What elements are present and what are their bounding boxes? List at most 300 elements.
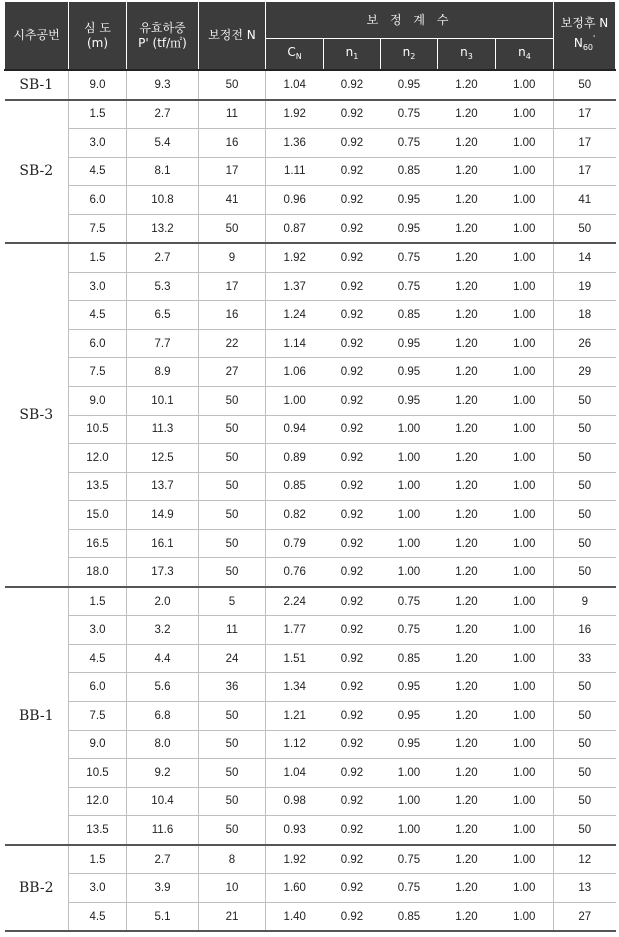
n2-cell: 1.00	[381, 787, 438, 816]
cn-cell: 1.11	[266, 157, 324, 186]
n4-cell: 1.00	[496, 214, 554, 243]
n4-cell: 1.00	[496, 874, 554, 903]
depth-cell: 4.5	[69, 644, 127, 673]
n1-cell: 0.92	[324, 329, 381, 358]
depth-cell: 1.5	[69, 100, 127, 129]
borehole-id-cell: BB-2	[5, 845, 69, 932]
table-row	[5, 759, 616, 788]
n1-cell: 0.92	[324, 558, 381, 587]
effective-load-cell: 14.9	[127, 501, 199, 530]
header-n3-sub: 3	[467, 51, 473, 61]
depth-cell: 12.0	[69, 787, 127, 816]
cn-cell: 1.04	[266, 759, 324, 788]
n3-cell: 1.20	[438, 444, 496, 473]
n3-cell: 1.20	[438, 214, 496, 243]
table-row	[5, 501, 616, 530]
depth-cell: 9.0	[69, 387, 127, 416]
effective-load-cell: 8.0	[127, 730, 199, 759]
n3-cell: 1.20	[438, 358, 496, 387]
n4-cell: 1.00	[496, 472, 554, 501]
header-depth	[69, 2, 127, 70]
n60-cell: 17	[554, 100, 616, 129]
header-n1-sub: 1	[353, 51, 359, 61]
n4-cell: 1.00	[496, 587, 554, 616]
n1-cell: 0.92	[324, 100, 381, 129]
n2-cell: 0.95	[381, 358, 438, 387]
table-body	[5, 70, 616, 931]
n2-cell: 0.75	[381, 874, 438, 903]
header-n60-prime: '	[593, 34, 596, 43]
effective-load-cell: 17.3	[127, 558, 199, 587]
n4-cell: 1.00	[496, 243, 554, 272]
cn-cell: 1.12	[266, 730, 324, 759]
header-n-before: 보정전 N	[199, 2, 266, 70]
n2-cell: 0.75	[381, 272, 438, 301]
n3-cell: 1.20	[438, 558, 496, 587]
n3-cell: 1.20	[438, 329, 496, 358]
header-n4-base: n	[518, 44, 526, 59]
header-cn-base: C	[287, 44, 296, 59]
n2-cell: 1.00	[381, 444, 438, 473]
n60-cell: 29	[554, 358, 616, 387]
n-before-cell: 50	[199, 558, 266, 587]
cn-cell: 1.77	[266, 616, 324, 645]
n2-cell: 0.95	[381, 673, 438, 702]
table-row	[5, 70, 616, 100]
n-before-cell: 16	[199, 301, 266, 330]
table-row	[5, 644, 616, 673]
cn-cell: 1.36	[266, 129, 324, 158]
n60-cell: 33	[554, 644, 616, 673]
header-n1-base: n	[345, 44, 354, 59]
depth-cell: 18.0	[69, 558, 127, 587]
n60-cell: 50	[554, 387, 616, 416]
n4-cell: 1.00	[496, 329, 554, 358]
n1-cell: 0.92	[324, 529, 381, 558]
borehole-id-cell: SB-1	[5, 70, 69, 100]
n1-cell: 0.92	[324, 730, 381, 759]
n4-cell: 1.00	[496, 301, 554, 330]
n1-cell: 0.92	[324, 243, 381, 272]
table-row	[5, 301, 616, 330]
n2-cell: 0.75	[381, 845, 438, 874]
table-row	[5, 702, 616, 731]
n-before-cell: 22	[199, 329, 266, 358]
n1-cell: 0.92	[324, 787, 381, 816]
effective-load-cell: 9.3	[127, 70, 199, 100]
n2-cell: 0.85	[381, 157, 438, 186]
n-before-cell: 16	[199, 129, 266, 158]
n1-cell: 0.92	[324, 874, 381, 903]
n1-cell: 0.92	[324, 70, 381, 100]
n-before-cell: 50	[199, 444, 266, 473]
header-depth-line2: (m)	[86, 35, 109, 50]
n1-cell: 0.92	[324, 587, 381, 616]
n4-cell: 1.00	[496, 816, 554, 845]
n1-cell: 0.92	[324, 358, 381, 387]
n-before-cell: 50	[199, 759, 266, 788]
cn-cell: 1.92	[266, 243, 324, 272]
table-row	[5, 329, 616, 358]
header-n2	[381, 39, 438, 71]
table-row	[5, 243, 616, 272]
n4-cell: 1.00	[496, 444, 554, 473]
n60-cell: 16	[554, 616, 616, 645]
borehole-id-cell: SB-2	[5, 100, 69, 244]
depth-cell: 3.0	[69, 616, 127, 645]
n1-cell: 0.92	[324, 272, 381, 301]
depth-cell: 4.5	[69, 301, 127, 330]
n4-cell: 1.00	[496, 415, 554, 444]
n60-cell: 12	[554, 845, 616, 874]
effective-load-cell: 11.3	[127, 415, 199, 444]
n-before-cell: 50	[199, 702, 266, 731]
n3-cell: 1.20	[438, 787, 496, 816]
n3-cell: 1.20	[438, 70, 496, 100]
spt-correction-table	[4, 2, 616, 932]
n2-cell: 0.75	[381, 587, 438, 616]
depth-cell: 7.5	[69, 214, 127, 243]
n-before-cell: 9	[199, 243, 266, 272]
table-row	[5, 902, 616, 931]
n2-cell: 0.95	[381, 70, 438, 100]
n4-cell: 1.00	[496, 673, 554, 702]
n3-cell: 1.20	[438, 129, 496, 158]
table-header	[5, 2, 616, 70]
n1-cell: 0.92	[324, 214, 381, 243]
n4-cell: 1.00	[496, 644, 554, 673]
n60-cell: 27	[554, 902, 616, 931]
n60-cell: 50	[554, 759, 616, 788]
table-row	[5, 529, 616, 558]
cn-cell: 1.92	[266, 100, 324, 129]
n1-cell: 0.92	[324, 702, 381, 731]
n1-cell: 0.92	[324, 472, 381, 501]
header-n-after-line1: 보정후 N	[560, 16, 609, 30]
table-row	[5, 100, 616, 129]
header-load-line1: 유효하중	[139, 20, 186, 35]
effective-load-cell: 10.8	[127, 186, 199, 215]
table-row	[5, 587, 616, 616]
effective-load-cell: 5.4	[127, 129, 199, 158]
n60-cell: 19	[554, 272, 616, 301]
n2-cell: 1.00	[381, 759, 438, 788]
n-before-cell: 50	[199, 787, 266, 816]
depth-cell: 7.5	[69, 702, 127, 731]
header-n2-base: n	[402, 44, 411, 59]
header-n4	[496, 39, 554, 71]
n60-cell: 18	[554, 301, 616, 330]
n-before-cell: 50	[199, 501, 266, 530]
n-before-cell: 17	[199, 272, 266, 301]
n3-cell: 1.20	[438, 472, 496, 501]
header-cn	[266, 39, 324, 71]
borehole-id-cell: SB-3	[5, 243, 69, 587]
n-before-cell: 27	[199, 358, 266, 387]
n4-cell: 1.00	[496, 902, 554, 931]
table-row	[5, 444, 616, 473]
depth-cell: 7.5	[69, 358, 127, 387]
n3-cell: 1.20	[438, 702, 496, 731]
depth-cell: 10.5	[69, 759, 127, 788]
effective-load-cell: 12.5	[127, 444, 199, 473]
n4-cell: 1.00	[496, 558, 554, 587]
cn-cell: 1.14	[266, 329, 324, 358]
n3-cell: 1.20	[438, 157, 496, 186]
n3-cell: 1.20	[438, 730, 496, 759]
n3-cell: 1.20	[438, 387, 496, 416]
n3-cell: 1.20	[438, 644, 496, 673]
n60-cell: 9	[554, 587, 616, 616]
n1-cell: 0.92	[324, 845, 381, 874]
n60-cell: 50	[554, 214, 616, 243]
n60-cell: 50	[554, 501, 616, 530]
n3-cell: 1.20	[438, 243, 496, 272]
effective-load-cell: 2.7	[127, 100, 199, 129]
n60-cell: 50	[554, 558, 616, 587]
effective-load-cell: 7.7	[127, 329, 199, 358]
cn-cell: 1.34	[266, 673, 324, 702]
n-before-cell: 11	[199, 616, 266, 645]
effective-load-cell: 2.7	[127, 243, 199, 272]
n3-cell: 1.20	[438, 816, 496, 845]
n1-cell: 0.92	[324, 759, 381, 788]
header-n2-sub: 2	[410, 51, 416, 61]
cn-cell: 1.92	[266, 845, 324, 874]
n60-cell: 50	[554, 673, 616, 702]
n-before-cell: 50	[199, 415, 266, 444]
n-before-cell: 50	[199, 472, 266, 501]
n1-cell: 0.92	[324, 501, 381, 530]
n2-cell: 0.95	[381, 702, 438, 731]
n4-cell: 1.00	[496, 529, 554, 558]
n60-cell: 50	[554, 529, 616, 558]
n-before-cell: 8	[199, 845, 266, 874]
n60-cell: 50	[554, 787, 616, 816]
n2-cell: 0.95	[381, 214, 438, 243]
effective-load-cell: 5.3	[127, 272, 199, 301]
n2-cell: 0.95	[381, 186, 438, 215]
n1-cell: 0.92	[324, 673, 381, 702]
depth-cell: 6.0	[69, 329, 127, 358]
header-effective-load	[127, 2, 199, 70]
cn-cell: 0.85	[266, 472, 324, 501]
table-row	[5, 272, 616, 301]
n1-cell: 0.92	[324, 129, 381, 158]
effective-load-cell: 6.8	[127, 702, 199, 731]
cn-cell: 1.37	[266, 272, 324, 301]
n4-cell: 1.00	[496, 186, 554, 215]
n3-cell: 1.20	[438, 186, 496, 215]
table-row	[5, 157, 616, 186]
n2-cell: 1.00	[381, 816, 438, 845]
n-before-cell: 50	[199, 70, 266, 100]
header-n1	[324, 39, 381, 71]
n3-cell: 1.20	[438, 902, 496, 931]
header-n60-sub: 60	[582, 43, 593, 52]
effective-load-cell: 2.7	[127, 845, 199, 874]
effective-load-cell: 16.1	[127, 529, 199, 558]
n1-cell: 0.92	[324, 186, 381, 215]
n1-cell: 0.92	[324, 902, 381, 931]
cn-cell: 0.82	[266, 501, 324, 530]
n60-cell: 50	[554, 472, 616, 501]
n4-cell: 1.00	[496, 616, 554, 645]
effective-load-cell: 2.0	[127, 587, 199, 616]
effective-load-cell: 6.5	[127, 301, 199, 330]
cn-cell: 0.96	[266, 186, 324, 215]
depth-cell: 12.0	[69, 444, 127, 473]
n1-cell: 0.92	[324, 415, 381, 444]
effective-load-cell: 5.1	[127, 902, 199, 931]
table-row	[5, 358, 616, 387]
effective-load-cell: 13.2	[127, 214, 199, 243]
cn-cell: 1.40	[266, 902, 324, 931]
header-n-after	[554, 2, 616, 70]
n4-cell: 1.00	[496, 387, 554, 416]
n60-cell: 50	[554, 702, 616, 731]
n60-cell: 26	[554, 329, 616, 358]
n3-cell: 1.20	[438, 529, 496, 558]
n2-cell: 1.00	[381, 529, 438, 558]
depth-cell: 4.5	[69, 157, 127, 186]
depth-cell: 1.5	[69, 587, 127, 616]
n3-cell: 1.20	[438, 587, 496, 616]
effective-load-cell: 10.1	[127, 387, 199, 416]
n2-cell: 0.95	[381, 329, 438, 358]
table-row	[5, 415, 616, 444]
header-correction-factors: 보 정 계 수	[266, 2, 554, 39]
depth-cell: 1.5	[69, 845, 127, 874]
n-before-cell: 17	[199, 157, 266, 186]
n3-cell: 1.20	[438, 415, 496, 444]
table-row	[5, 816, 616, 845]
n4-cell: 1.00	[496, 358, 554, 387]
effective-load-cell: 13.7	[127, 472, 199, 501]
n60-cell: 13	[554, 874, 616, 903]
effective-load-cell: 8.1	[127, 157, 199, 186]
n2-cell: 1.00	[381, 501, 438, 530]
n4-cell: 1.00	[496, 100, 554, 129]
cn-cell: 0.89	[266, 444, 324, 473]
n3-cell: 1.20	[438, 673, 496, 702]
cn-cell: 1.60	[266, 874, 324, 903]
depth-cell: 3.0	[69, 129, 127, 158]
depth-cell: 15.0	[69, 501, 127, 530]
n4-cell: 1.00	[496, 759, 554, 788]
cn-cell: 0.79	[266, 529, 324, 558]
n1-cell: 0.92	[324, 816, 381, 845]
depth-cell: 10.5	[69, 415, 127, 444]
cn-cell: 1.00	[266, 387, 324, 416]
n2-cell: 0.85	[381, 902, 438, 931]
n-before-cell: 50	[199, 730, 266, 759]
n-before-cell: 50	[199, 387, 266, 416]
table-row	[5, 730, 616, 759]
n2-cell: 0.75	[381, 616, 438, 645]
effective-load-cell: 4.4	[127, 644, 199, 673]
header-n3	[438, 39, 496, 71]
n4-cell: 1.00	[496, 787, 554, 816]
n2-cell: 0.95	[381, 387, 438, 416]
cn-cell: 1.51	[266, 644, 324, 673]
n3-cell: 1.20	[438, 272, 496, 301]
header-n60-base: N	[573, 36, 583, 50]
table-row	[5, 186, 616, 215]
n2-cell: 0.85	[381, 644, 438, 673]
n-before-cell: 50	[199, 529, 266, 558]
n1-cell: 0.92	[324, 387, 381, 416]
depth-cell: 1.5	[69, 243, 127, 272]
table-row	[5, 214, 616, 243]
n3-cell: 1.20	[438, 100, 496, 129]
n60-cell: 14	[554, 243, 616, 272]
header-load-line2: P' (tf/㎡)	[138, 35, 187, 50]
n-before-cell: 41	[199, 186, 266, 215]
n60-cell: 17	[554, 129, 616, 158]
n-before-cell: 11	[199, 100, 266, 129]
depth-cell: 16.5	[69, 529, 127, 558]
n60-cell: 41	[554, 186, 616, 215]
n4-cell: 1.00	[496, 129, 554, 158]
header-n4-sub: 4	[525, 51, 531, 61]
n60-cell: 50	[554, 730, 616, 759]
n2-cell: 1.00	[381, 415, 438, 444]
table-row	[5, 472, 616, 501]
n60-cell: 50	[554, 70, 616, 100]
n2-cell: 1.00	[381, 472, 438, 501]
n4-cell: 1.00	[496, 70, 554, 100]
n4-cell: 1.00	[496, 702, 554, 731]
effective-load-cell: 9.2	[127, 759, 199, 788]
cn-cell: 1.24	[266, 301, 324, 330]
cn-cell: 0.94	[266, 415, 324, 444]
cn-cell: 2.24	[266, 587, 324, 616]
header-depth-line1: 심 도	[84, 20, 111, 35]
n2-cell: 0.75	[381, 100, 438, 129]
depth-cell: 6.0	[69, 673, 127, 702]
n60-cell: 17	[554, 157, 616, 186]
n3-cell: 1.20	[438, 301, 496, 330]
n-before-cell: 36	[199, 673, 266, 702]
table-row	[5, 616, 616, 645]
header-cn-sub: N	[295, 51, 302, 61]
depth-cell: 13.5	[69, 816, 127, 845]
cn-cell: 0.98	[266, 787, 324, 816]
header-hole: 시추공번	[5, 2, 69, 70]
table-row	[5, 845, 616, 874]
n-before-cell: 5	[199, 587, 266, 616]
table-row	[5, 129, 616, 158]
n3-cell: 1.20	[438, 874, 496, 903]
n-before-cell: 21	[199, 902, 266, 931]
table-row	[5, 673, 616, 702]
table-row	[5, 558, 616, 587]
n1-cell: 0.92	[324, 616, 381, 645]
cn-cell: 0.93	[266, 816, 324, 845]
n2-cell: 0.75	[381, 243, 438, 272]
depth-cell: 4.5	[69, 902, 127, 931]
cn-cell: 1.06	[266, 358, 324, 387]
n2-cell: 0.95	[381, 730, 438, 759]
n-before-cell: 50	[199, 214, 266, 243]
effective-load-cell: 3.2	[127, 616, 199, 645]
n-before-cell: 24	[199, 644, 266, 673]
table-row	[5, 387, 616, 416]
n4-cell: 1.00	[496, 730, 554, 759]
table-row	[5, 787, 616, 816]
cn-cell: 0.76	[266, 558, 324, 587]
